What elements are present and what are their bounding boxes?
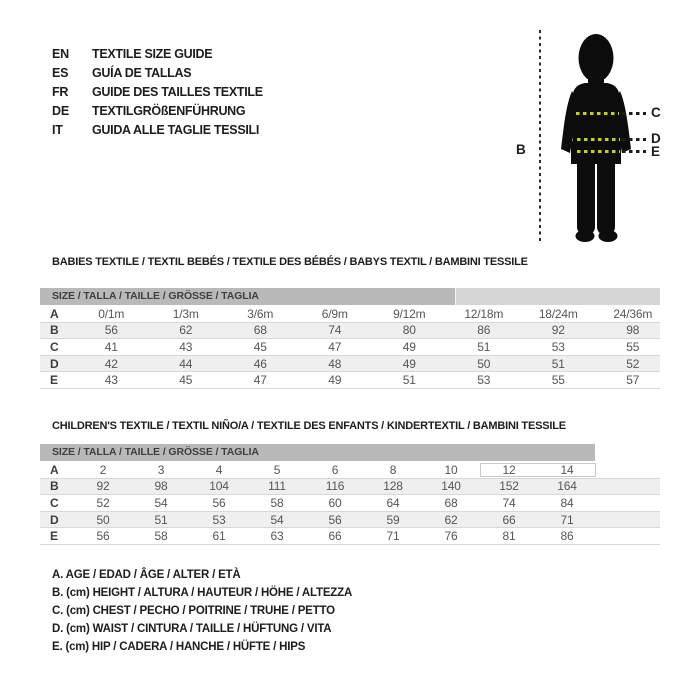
table-cell: 74 bbox=[502, 495, 516, 510]
table-cell: 51 bbox=[477, 339, 491, 354]
table-cell: 3 bbox=[157, 462, 165, 477]
language-code: FR bbox=[52, 84, 69, 99]
table-cell: 47 bbox=[253, 373, 267, 388]
table-row bbox=[40, 479, 660, 496]
table-cell: 71 bbox=[386, 529, 400, 544]
table-cell: 140 bbox=[441, 479, 461, 494]
band-highlight-overlay bbox=[455, 288, 661, 305]
table-cell: 111 bbox=[268, 479, 286, 494]
table-cell: 59 bbox=[386, 512, 400, 527]
chest-measure-leader bbox=[622, 112, 646, 115]
language-row bbox=[52, 44, 263, 63]
language-code: ES bbox=[52, 65, 69, 80]
children-section-title: CHILDREN'S TEXTILE / TEXTIL NIÑO/A / TEXTILE DES ENFANTS / KINDERTEXTIL / BAMBINI TESSILE bbox=[52, 420, 566, 432]
legend-age: A. AGE / EDAD / ÂGE / ALTER / ETÀ bbox=[52, 569, 241, 581]
table-cell: 54 bbox=[154, 495, 168, 510]
language-row bbox=[52, 82, 263, 101]
hip-measure-line bbox=[577, 150, 620, 153]
table-cell: 49 bbox=[328, 373, 342, 388]
table-cell: 0/1m bbox=[98, 306, 125, 321]
table-cell: 51 bbox=[154, 512, 168, 527]
table-row bbox=[40, 512, 660, 529]
table-cell: 3/6m bbox=[247, 306, 274, 321]
size-header-band: SIZE / TALLA / TAILLE / GRÖSSE / TAGLIA bbox=[40, 444, 595, 461]
table-cell: 51 bbox=[402, 373, 416, 388]
table-cell: 80 bbox=[402, 323, 416, 338]
table-cell: 4 bbox=[215, 462, 223, 477]
size-header-band: SIZE / TALLA / TAILLE / GRÖSSE / TAGLIA bbox=[40, 288, 660, 305]
guide-title: GUIDA ALLE TAGLIE TESSILI bbox=[92, 122, 260, 137]
table-row bbox=[40, 372, 660, 389]
table-cell: 54 bbox=[270, 512, 284, 527]
table-cell: 18/24m bbox=[538, 306, 578, 321]
table-cell: 116 bbox=[325, 479, 345, 494]
language-code: DE bbox=[52, 103, 69, 118]
table-row bbox=[40, 339, 660, 356]
table-cell: 58 bbox=[270, 495, 284, 510]
table-cell: 50 bbox=[96, 512, 110, 527]
table-cell: 64 bbox=[386, 495, 400, 510]
children-table-body bbox=[40, 462, 660, 545]
table-cell: 45 bbox=[253, 339, 267, 354]
table-cell: 50 bbox=[477, 356, 491, 371]
table-cell: 43 bbox=[179, 339, 193, 354]
measurement-legend bbox=[52, 566, 352, 656]
table-cell: 66 bbox=[502, 512, 516, 527]
table-cell: 76 bbox=[444, 529, 458, 544]
children-size-table bbox=[40, 444, 660, 545]
legend-hip: E. (cm) HIP / CADERA / HANCHE / HÜFTE / HIPS bbox=[52, 641, 306, 653]
table-cell: 48 bbox=[328, 356, 342, 371]
babies-table-body bbox=[40, 306, 660, 389]
table-cell: 71 bbox=[560, 512, 574, 527]
table-cell: 53 bbox=[212, 512, 226, 527]
language-row bbox=[52, 101, 263, 120]
table-cell: 84 bbox=[560, 495, 574, 510]
table-cell: 53 bbox=[551, 339, 565, 354]
table-cell: 62 bbox=[179, 323, 193, 338]
height-label: B bbox=[516, 142, 526, 157]
table-cell: 12/18m bbox=[464, 306, 504, 321]
table-cell: 86 bbox=[477, 323, 491, 338]
row-letter: C bbox=[50, 495, 59, 510]
babies-size-table bbox=[40, 288, 660, 389]
table-cell: 63 bbox=[270, 529, 284, 544]
table-cell: 55 bbox=[626, 339, 640, 354]
table-cell: 44 bbox=[179, 356, 193, 371]
table-cell: 61 bbox=[212, 529, 226, 544]
table-cell: 66 bbox=[328, 529, 342, 544]
guide-title: TEXTILGRÖßENFÜHRUNG bbox=[92, 103, 246, 118]
table-cell: 45 bbox=[179, 373, 193, 388]
language-row bbox=[52, 120, 263, 139]
hip-label: E bbox=[651, 144, 661, 159]
table-cell: 52 bbox=[96, 495, 110, 510]
language-code: EN bbox=[52, 46, 69, 61]
table-row bbox=[40, 462, 660, 479]
table-cell: 42 bbox=[104, 356, 118, 371]
chest-label: C bbox=[651, 105, 661, 120]
table-cell: 12 bbox=[480, 463, 538, 477]
table-row bbox=[40, 528, 660, 545]
table-cell: 56 bbox=[96, 529, 110, 544]
table-cell: 49 bbox=[402, 339, 416, 354]
table-cell: 68 bbox=[444, 495, 458, 510]
row-letter: D bbox=[50, 512, 59, 527]
table-cell: 92 bbox=[551, 323, 565, 338]
table-cell: 9/12m bbox=[393, 306, 426, 321]
child-silhouette-icon bbox=[505, 23, 665, 248]
guide-title: TEXTILE SIZE GUIDE bbox=[92, 46, 213, 61]
guide-title: GUIDE DES TAILLES TEXTILE bbox=[92, 84, 263, 99]
table-cell: 47 bbox=[328, 339, 342, 354]
table-cell: 74 bbox=[328, 323, 342, 338]
language-row bbox=[52, 63, 263, 82]
legend-height: B. (cm) HEIGHT / ALTURA / HAUTEUR / HÖHE / ALTEZZA bbox=[52, 587, 353, 599]
table-cell: 98 bbox=[154, 479, 168, 494]
row-letter: E bbox=[50, 529, 59, 544]
table-cell: 14 bbox=[538, 463, 596, 477]
table-cell: 104 bbox=[209, 479, 229, 494]
table-cell: 60 bbox=[328, 495, 342, 510]
table-cell: 57 bbox=[626, 373, 640, 388]
table-cell: 8 bbox=[389, 462, 397, 477]
waist-measure-leader bbox=[622, 138, 646, 141]
language-title-list bbox=[52, 44, 263, 139]
legend-chest: C. (cm) CHEST / PECHO / POITRINE / TRUHE / PETTO bbox=[52, 605, 335, 617]
table-cell: 86 bbox=[560, 529, 574, 544]
table-cell: 164 bbox=[557, 479, 577, 494]
row-letter: B bbox=[50, 479, 59, 494]
table-cell: 58 bbox=[154, 529, 168, 544]
table-cell: 56 bbox=[104, 323, 118, 338]
table-cell: 6 bbox=[331, 462, 339, 477]
row-letter: D bbox=[50, 356, 59, 371]
table-cell: 56 bbox=[212, 495, 226, 510]
table-cell: 24/36m bbox=[613, 306, 653, 321]
waist-label: D bbox=[651, 131, 661, 146]
table-cell: 51 bbox=[551, 356, 565, 371]
table-cell: 10 bbox=[444, 462, 458, 477]
table-row bbox=[40, 495, 660, 512]
table-cell: 152 bbox=[499, 479, 519, 494]
table-cell: 5 bbox=[273, 462, 281, 477]
guide-title: GUÍA DE TALLAS bbox=[92, 65, 192, 80]
hip-measure-leader bbox=[622, 150, 646, 153]
row-letter: E bbox=[50, 373, 59, 388]
table-row bbox=[40, 356, 660, 373]
table-cell: 46 bbox=[253, 356, 267, 371]
table-cell: 52 bbox=[626, 356, 640, 371]
table-cell: 6/9m bbox=[321, 306, 348, 321]
table-row bbox=[40, 323, 660, 340]
table-cell: 92 bbox=[96, 479, 110, 494]
table-cell: 128 bbox=[383, 479, 403, 494]
table-cell: 41 bbox=[104, 339, 118, 354]
row-letter: B bbox=[50, 323, 59, 338]
waist-measure-line bbox=[577, 138, 620, 141]
table-cell: 81 bbox=[502, 529, 516, 544]
table-cell: 62 bbox=[444, 512, 458, 527]
table-cell: 2 bbox=[99, 462, 107, 477]
height-measure-line bbox=[539, 30, 541, 244]
legend-waist: D. (cm) WAIST / CINTURA / TAILLE / HÜFTUNG / VITA bbox=[52, 623, 332, 635]
language-code: IT bbox=[52, 122, 63, 137]
babies-section-title: BABIES TEXTILE / TEXTIL BEBÉS / TEXTILE DES BÉBÉS / BABYS TEXTIL / BAMBINI TESSILE bbox=[52, 256, 528, 268]
row-letter: C bbox=[50, 339, 59, 354]
table-cell: 98 bbox=[626, 323, 640, 338]
row-letter: A bbox=[50, 306, 59, 321]
chest-measure-line bbox=[576, 112, 619, 115]
table-cell: 55 bbox=[551, 373, 565, 388]
table-row bbox=[40, 306, 660, 323]
row-letter: A bbox=[50, 462, 59, 477]
table-cell: 43 bbox=[104, 373, 118, 388]
table-cell: 49 bbox=[402, 356, 416, 371]
table-cell: 1/3m bbox=[172, 306, 199, 321]
table-cell: 56 bbox=[328, 512, 342, 527]
table-cell: 68 bbox=[253, 323, 267, 338]
table-cell: 53 bbox=[477, 373, 491, 388]
